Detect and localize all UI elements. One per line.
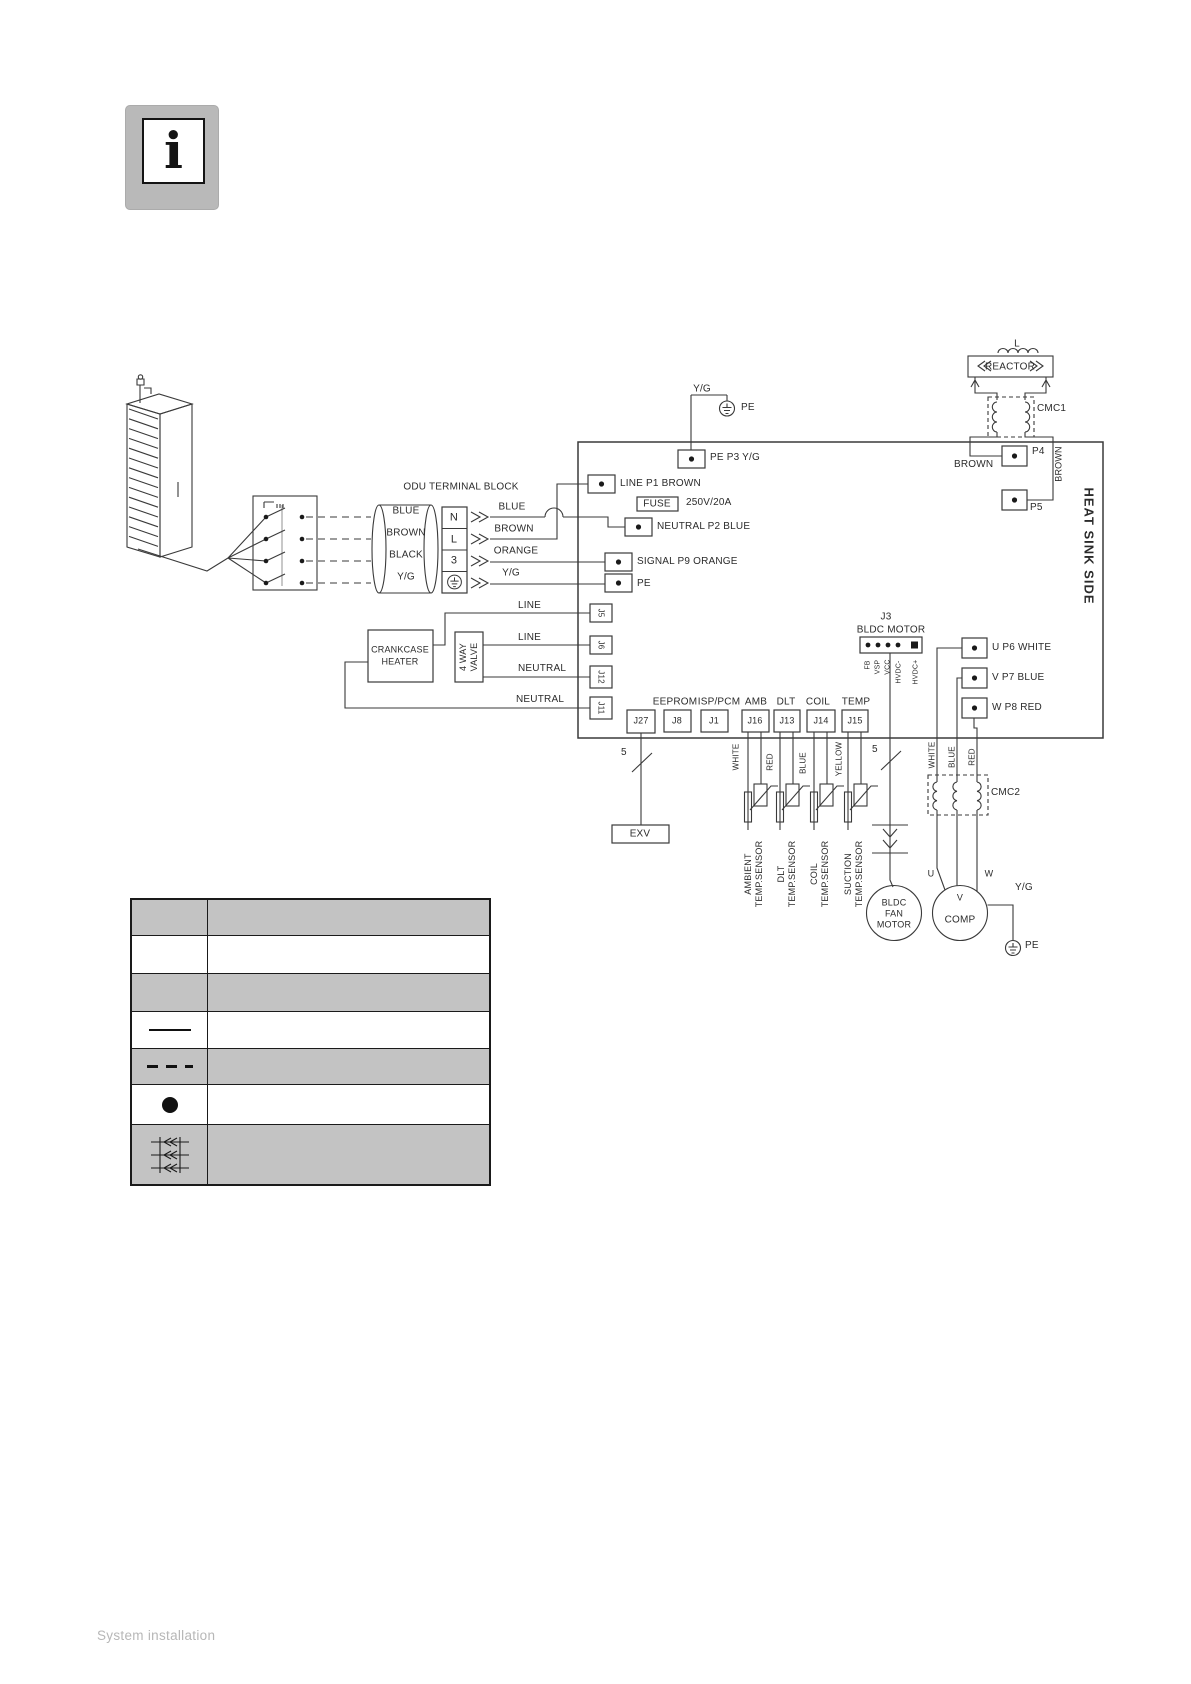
cmc1-label: CMC1 [1037, 403, 1067, 414]
j3-pin-label: FB [864, 660, 872, 670]
line-wire-label: LINE [518, 632, 542, 643]
board-wire-label: Y/G [502, 567, 520, 579]
legend-symbol-cell [132, 1085, 208, 1124]
disconnect-switch [253, 496, 317, 590]
legend-table [130, 898, 491, 1186]
comp-label: COMP [944, 914, 976, 926]
sensor-wire-color: BLUE [798, 752, 808, 774]
cable-wire-label: BLACK [389, 549, 423, 561]
neutral-p2-label: NEUTRAL P2 BLUE [657, 521, 751, 532]
motor-wire-color: BLUE [947, 746, 957, 768]
top-pe-label: PE [741, 402, 755, 413]
jack-header: DLT [776, 696, 796, 708]
j3-sub-label: BLDC MOTOR [856, 624, 926, 636]
board-wire-label: BLUE [498, 501, 526, 513]
fuse-rating: 250V/20A [686, 497, 732, 508]
comp-pe-label: PE [1025, 940, 1039, 951]
p5-label: P5 [1030, 502, 1043, 513]
legend-row [132, 935, 489, 973]
legend-desc-cell [208, 900, 489, 935]
sensor-name: COIL TEMP.SENSOR [809, 840, 830, 908]
outdoor-unit-drawing [127, 375, 266, 583]
info-glyph: i [164, 121, 183, 180]
fuse-label: FUSE [643, 498, 671, 510]
four-way-valve-label: 4 WAY VALVE [458, 642, 479, 672]
j3-pin-label: HVDC- [895, 660, 903, 684]
j5-label: J5 [596, 608, 606, 618]
j11-label: J11 [596, 701, 606, 715]
jack-label: J13 [779, 715, 795, 726]
legend-symbol-cell [132, 1049, 208, 1084]
jack-header: EEPROM [652, 696, 698, 708]
board-wire-label: BROWN [494, 523, 534, 535]
jack-header: COIL [805, 696, 831, 708]
solid-line-icon [149, 1029, 191, 1032]
jack-label: J8 [672, 715, 682, 726]
legend-symbol-cell [132, 1125, 208, 1184]
line-p1-label: LINE P1 BROWN [620, 478, 701, 489]
top-yg-label: Y/G [693, 383, 711, 395]
jack-header: AMB [744, 696, 768, 708]
brown-wire-label: BROWN [954, 459, 994, 470]
legend-desc-cell [208, 1125, 489, 1184]
fan-wire-count: 5 [872, 744, 878, 755]
cable-wire-label: Y/G [397, 571, 415, 583]
legend-desc-cell [208, 1012, 489, 1048]
j12-label: J12 [596, 670, 606, 684]
j3-pin-label: HVDC+ [912, 659, 920, 685]
cmc2-label: CMC2 [991, 787, 1021, 798]
sensor-name: SUCTION TEMP.SENSOR [843, 840, 864, 908]
motor-wire-color: WHITE [927, 741, 937, 769]
brown-wire-label: BROWN [1053, 446, 1064, 482]
legend-row [132, 1124, 489, 1184]
odu-block-title: ODU TERMINAL BLOCK [403, 481, 519, 493]
legend-desc-cell [208, 1049, 489, 1084]
comp-yg-label: Y/G [1015, 882, 1033, 893]
board-wire-label: ORANGE [493, 545, 539, 557]
jack-header: ISP/PCM [697, 696, 741, 708]
sensor-name: DLT TEMP.SENSOR [776, 840, 797, 908]
exv-label: EXV [629, 828, 651, 840]
u-p6-label: U P6 WHITE [992, 642, 1052, 653]
sensor-wire-color: YELLOW [834, 741, 844, 777]
legend-row [132, 900, 489, 935]
motor-wire-color: RED [967, 748, 977, 766]
terminal-dot-icon [162, 1097, 178, 1113]
jack-label: J16 [747, 715, 763, 726]
reactor-l-label: L [1014, 338, 1020, 350]
legend-symbol-cell [132, 1012, 208, 1048]
signal-p9-label: SIGNAL P9 ORANGE [637, 556, 738, 567]
fan-motor-label: BLDC FAN MOTOR [876, 897, 912, 930]
legend-desc-cell [208, 1085, 489, 1124]
sensor-name: AMBIENT TEMP.SENSOR [743, 840, 764, 908]
legend-row [132, 973, 489, 1011]
comp-v-terminal: V [956, 892, 964, 903]
comp-u-terminal: U [927, 868, 935, 879]
temp-sensors [745, 732, 879, 830]
jack-label: J14 [813, 715, 829, 726]
v-p7-label: V P7 BLUE [992, 672, 1045, 683]
neutral-wire-label: NEUTRAL [518, 663, 567, 674]
terminal-label: L [450, 533, 458, 546]
legend-row [132, 1084, 489, 1124]
legend-desc-cell [208, 936, 489, 973]
heat-sink-side-label: HEAT SINK SIDE [1081, 487, 1097, 605]
j3-pin-label: VCC [884, 659, 892, 675]
terminal-label: 3 [450, 554, 458, 567]
comp-w-terminal: W [984, 868, 994, 879]
plug-arrows [471, 512, 488, 588]
exv-wire-count: 5 [621, 747, 627, 758]
pe-label: PE [637, 578, 651, 589]
page-footer: System installation [97, 1628, 216, 1643]
legend-symbol-cell [132, 974, 208, 1011]
j3-label: J3 [880, 611, 892, 623]
sensor-wire-color: WHITE [731, 743, 741, 771]
jack-header: TEMP [841, 696, 871, 708]
jack-label: J15 [847, 715, 863, 726]
sensor-wire-color: RED [765, 753, 775, 771]
legend-symbol-cell [132, 936, 208, 973]
plug-connector-icon [147, 1134, 193, 1176]
legend-desc-cell [208, 974, 489, 1011]
neutral-wire-label: NEUTRAL [516, 694, 565, 705]
cable-wire-label: BROWN [386, 527, 426, 539]
legend-row [132, 1048, 489, 1084]
field-wiring-dashed [306, 517, 371, 583]
jack-label: J1 [709, 715, 719, 726]
j3-pin-label: VSP [874, 659, 882, 675]
reactor-label: REACTOR [984, 361, 1036, 373]
pe-p3-label: PE P3 Y/G [710, 452, 760, 463]
jack-label: J27 [633, 715, 649, 726]
dashed-line-icon [147, 1065, 193, 1068]
w-p8-label: W P8 RED [992, 702, 1042, 713]
p4-label: P4 [1032, 446, 1045, 457]
legend-symbol-cell [132, 900, 208, 935]
cable-wire-label: BLUE [392, 505, 420, 517]
terminal-label: N [449, 511, 459, 524]
legend-row [132, 1011, 489, 1048]
line-wire-label: LINE [518, 600, 542, 611]
j6-label: J6 [596, 640, 606, 650]
crankcase-heater-label: CRANKCASE HEATER [371, 644, 429, 666]
